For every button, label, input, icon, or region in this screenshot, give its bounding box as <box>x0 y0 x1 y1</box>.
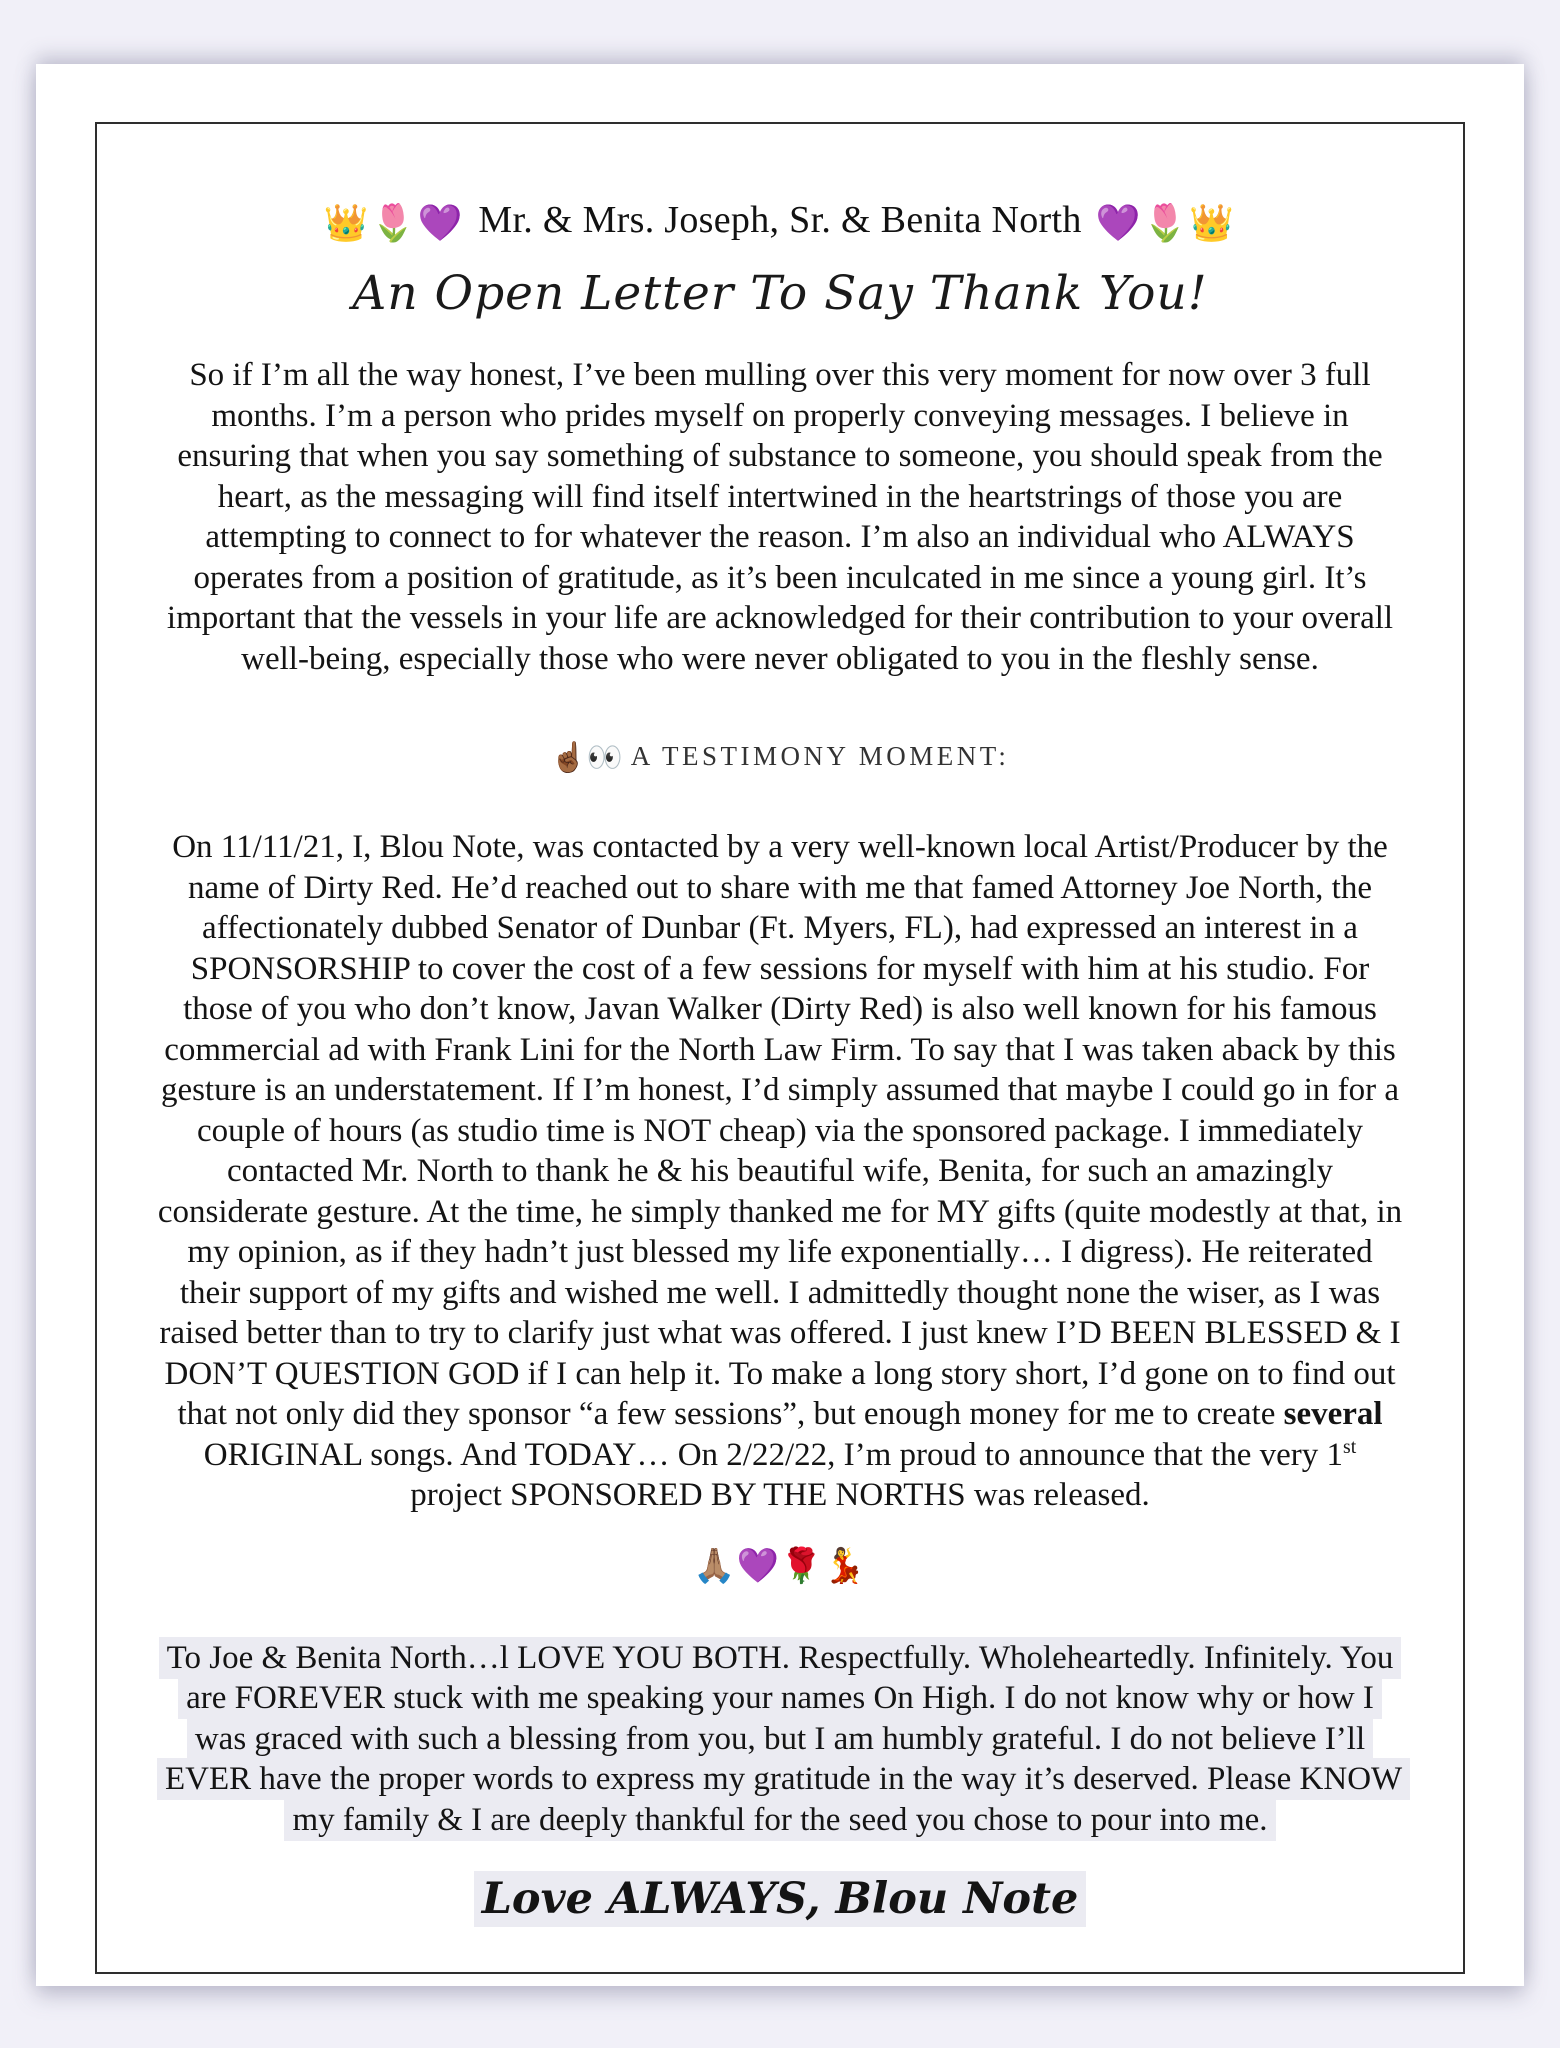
letter-title: Mr. & Mrs. Joseph, Sr. & Benita North <box>478 199 1082 241</box>
testimony-text-part3: project SPONSORED BY THE NORTHS was released. <box>410 1477 1150 1513</box>
letter-border-frame <box>95 122 1465 1974</box>
closing-text: To Joe & Benita North…l LOVE YOU BOTH. Respectfully. Wholeheartedly. Infinitely. You are FOREVER stuck with me speaking your names On High. I do not know why or how I was graced with such a blessing from you, but I am humbly grateful. I do not believe I’ll EVER have the proper words to express my gratitude in the way it’s deserved. Please KNOW my family & I are deeply thankful for the seed you chose to pour into me. <box>157 1637 1410 1841</box>
pointing-up-eyes-emoji: ☝🏾👀 <box>550 742 623 774</box>
heart-tulip-crown-emoji-right: 💜🌷👑 <box>1095 203 1237 243</box>
letter-subtitle: An Open Letter To Say Thank You! <box>352 266 1208 321</box>
crown-tulip-heart-emoji-left: 👑🌷💜 <box>323 203 465 243</box>
testimony-superscript-st: st <box>1343 1435 1357 1458</box>
testimony-text-part1: On 11/11/21, I, Blou Note, was contacted by a very well-known local Artist/Producer by the name of Dirty Red. He’d reached out to share with me that famed Attorney Joe North, the affectionately dubbed Senator of Dunbar (Ft. Myers, FL), had expressed an interest in a SPONSORSHIP to cover the cost of a few sessions for myself with him at his studio. For those of you who don’t know, Javan Walker (Dirty Red) is also well known for his famous commercial ad with Frank Lini for the North Law Firm. To say that I was taken aback by this gesture is an understatement. If I’m honest, I’d simply assumed that maybe I could go in for a couple of hours (as studio time is NOT cheap) via the sponsored package. I immediately contacted Mr. North to thank he & his beautiful wife, Benita, for such an amazingly considerate gesture. At the time, he simply thanked me for MY gifts (quite modestly at that, in my opinion, as if they hadn’t just blessed my life exponentially… I digress). He reiterated their support of my gifts and wished me well. I admittedly thought none the wiser, as I was raised better than to try to clarify just what was offered. I just knew I’D BEEN BLESSED & I DON’T QUESTION GOD if I can help it. To make a long story short, I’d gone on to find out that not only did they sponsor “a few sessions”, but enough money for me to create <box>157 829 1403 1432</box>
testimony-heading <box>157 741 1403 775</box>
testimony-heading-text: A TESTIMONY MOMENT: <box>630 741 1010 771</box>
testimony-bold-several: several <box>1283 1396 1383 1432</box>
signature-line <box>157 1874 1403 1924</box>
signature-text: Love ALWAYS, Blou Note <box>474 1871 1087 1927</box>
closing-paragraph <box>157 1638 1403 1841</box>
intro-paragraph: So if I’m all the way honest, I’ve been mulling over this very moment for now over 3 full months. I’m a person who prides myself on properly conveying messages. I believe in ensuring that when you say something of substance to someone, you should speak from the heart, as the messaging will find itself intertwined in the heartstrings of those you are attempting to connect to for whatever the reason. I’m also an individual who ALWAYS operates from a position of gratitude, as it’s been inculcated in me since a young girl. It’s important that the vessels in your life are acknowledged for their contribution to your overall well-being, especially those who were never obligated to you in the fleshly sense. <box>166 357 1394 677</box>
testimony-text-part2: ORIGINAL songs. And TODAY… On 2/22/22, I’m proud to announce that the very 1 <box>203 1436 1344 1473</box>
letter-title-line <box>157 198 1403 244</box>
pray-heart-rose-dancer-emoji-divider: 🙏🏽💜🌹💃 <box>693 1547 867 1585</box>
letter-page <box>36 64 1524 1986</box>
testimony-paragraph <box>157 827 1403 1516</box>
